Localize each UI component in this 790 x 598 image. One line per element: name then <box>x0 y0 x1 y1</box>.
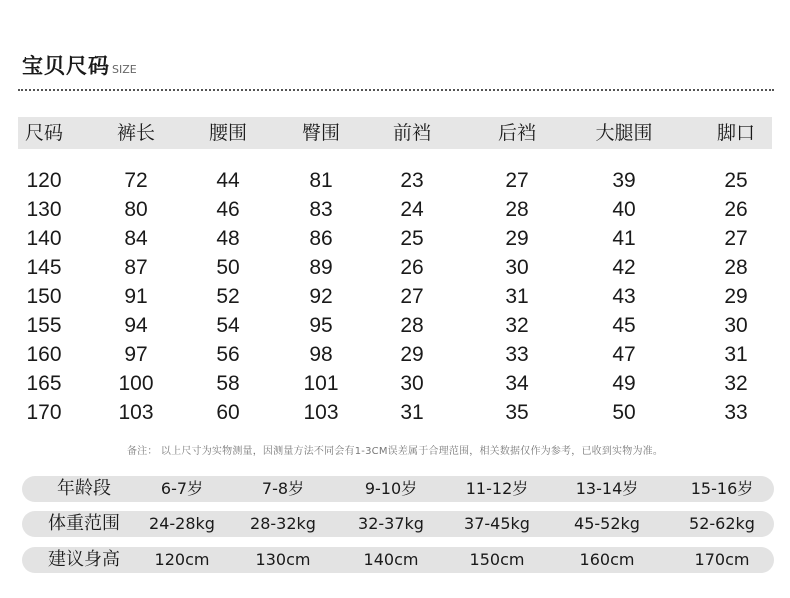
table-row <box>0 311 790 340</box>
reference-value: 140cm <box>363 550 419 569</box>
table-cell: 31 <box>724 343 748 366</box>
table-row <box>0 166 790 195</box>
table-cell: 27 <box>400 285 424 308</box>
reference-value: 6-7岁 <box>160 479 204 498</box>
column-header: 臀围 <box>301 122 341 144</box>
table-cell: 47 <box>612 343 636 366</box>
table-cell: 28 <box>724 256 748 279</box>
table-cell: 41 <box>612 227 636 250</box>
table-cell: 33 <box>724 401 748 424</box>
reference-value: 11-12岁 <box>465 479 529 498</box>
table-cell: 27 <box>724 227 748 250</box>
table-cell: 40 <box>612 198 636 221</box>
title-sub: SIZE <box>112 63 137 76</box>
table-cell: 34 <box>505 372 529 395</box>
table-cell: 84 <box>124 227 148 250</box>
table-cell: 155 <box>26 314 62 337</box>
table-cell: 45 <box>612 314 636 337</box>
table-cell: 87 <box>124 256 148 279</box>
table-cell: 170 <box>26 401 62 424</box>
table-cell: 46 <box>216 198 240 221</box>
note-text: 备注： 以上尺寸为实物测量，因测量方法不同会有1-3CM误差属于合理范围，相关数据仅作为参考，已收到实物为准。 <box>126 446 664 457</box>
table-cell: 28 <box>505 198 529 221</box>
table-cell: 97 <box>124 343 148 366</box>
table-cell: 30 <box>724 314 748 337</box>
table-cell: 29 <box>400 343 424 366</box>
table-cell: 27 <box>505 169 529 192</box>
table-cell: 81 <box>309 169 333 192</box>
reference-value: 9-10岁 <box>364 479 418 498</box>
table-cell: 28 <box>400 314 424 337</box>
reference-value: 28-32kg <box>250 514 316 533</box>
table-cell: 32 <box>724 372 748 395</box>
table-cell: 26 <box>400 256 424 279</box>
reference-value: 150cm <box>469 550 525 569</box>
table-cell: 54 <box>216 314 240 337</box>
size-table-body <box>0 166 790 427</box>
table-cell: 120 <box>26 169 62 192</box>
column-header: 大腿围 <box>595 122 653 144</box>
table-cell: 83 <box>309 198 333 221</box>
reference-value: 32-37kg <box>358 514 424 533</box>
table-cell: 98 <box>309 343 333 366</box>
column-header: 脚口 <box>716 122 756 144</box>
table-cell: 30 <box>400 372 424 395</box>
reference-value: 37-45kg <box>464 514 530 533</box>
table-cell: 130 <box>26 198 62 221</box>
table-cell: 43 <box>612 285 636 308</box>
column-header: 裤长 <box>116 122 156 144</box>
reference-label: 体重范围 <box>48 513 120 534</box>
column-header: 后裆 <box>497 122 537 144</box>
table-cell: 80 <box>124 198 148 221</box>
reference-label: 建议身高 <box>48 549 120 570</box>
table-cell: 95 <box>309 314 333 337</box>
table-cell: 94 <box>124 314 148 337</box>
table-cell: 52 <box>216 285 240 308</box>
table-cell: 42 <box>612 256 636 279</box>
table-cell: 89 <box>309 256 333 279</box>
table-cell: 50 <box>216 256 240 279</box>
table-cell: 29 <box>505 227 529 250</box>
table-cell: 31 <box>505 285 529 308</box>
column-header: 尺码 <box>24 122 64 144</box>
table-cell: 50 <box>612 401 636 424</box>
table-cell: 60 <box>216 401 240 424</box>
table-cell: 103 <box>303 401 339 424</box>
table-cell: 29 <box>724 285 748 308</box>
table-cell: 165 <box>26 372 62 395</box>
table-cell: 101 <box>303 372 339 395</box>
table-row <box>0 195 790 224</box>
table-cell: 31 <box>400 401 424 424</box>
table-cell: 103 <box>118 401 154 424</box>
table-row <box>0 398 790 427</box>
table-row <box>0 282 790 311</box>
table-row <box>0 253 790 282</box>
reference-value: 52-62kg <box>689 514 755 533</box>
reference-value: 170cm <box>694 550 750 569</box>
table-cell: 49 <box>612 372 636 395</box>
table-cell: 44 <box>216 169 240 192</box>
table-cell: 39 <box>612 169 636 192</box>
title-main: 宝贝尺码 <box>22 54 110 78</box>
table-row <box>0 340 790 369</box>
table-cell: 86 <box>309 227 333 250</box>
table-cell: 100 <box>118 372 154 395</box>
table-cell: 25 <box>400 227 424 250</box>
table-cell: 26 <box>724 198 748 221</box>
table-cell: 150 <box>26 285 62 308</box>
table-cell: 58 <box>216 372 240 395</box>
table-cell: 24 <box>400 198 424 221</box>
table-cell: 92 <box>309 285 333 308</box>
reference-value: 160cm <box>579 550 635 569</box>
table-cell: 48 <box>216 227 240 250</box>
table-cell: 72 <box>124 169 148 192</box>
reference-value: 7-8岁 <box>261 479 305 498</box>
table-row <box>0 224 790 253</box>
table-cell: 35 <box>505 401 529 424</box>
reference-value: 13-14岁 <box>575 479 639 498</box>
reference-value: 24-28kg <box>149 514 215 533</box>
table-cell: 23 <box>400 169 424 192</box>
table-cell: 140 <box>26 227 62 250</box>
column-header: 前裆 <box>392 122 432 144</box>
table-cell: 33 <box>505 343 529 366</box>
reference-value: 120cm <box>154 550 210 569</box>
table-cell: 145 <box>26 256 62 279</box>
table-cell: 32 <box>505 314 529 337</box>
table-cell: 160 <box>26 343 62 366</box>
table-cell: 25 <box>724 169 748 192</box>
reference-label: 年龄段 <box>57 478 111 499</box>
dotted-divider <box>18 89 774 91</box>
table-cell: 56 <box>216 343 240 366</box>
reference-value: 45-52kg <box>574 514 640 533</box>
column-header: 腰围 <box>208 122 248 144</box>
table-cell: 30 <box>505 256 529 279</box>
reference-value: 130cm <box>255 550 311 569</box>
reference-value: 15-16岁 <box>690 479 754 498</box>
page-title <box>22 54 137 78</box>
table-row <box>0 369 790 398</box>
table-cell: 91 <box>124 285 148 308</box>
